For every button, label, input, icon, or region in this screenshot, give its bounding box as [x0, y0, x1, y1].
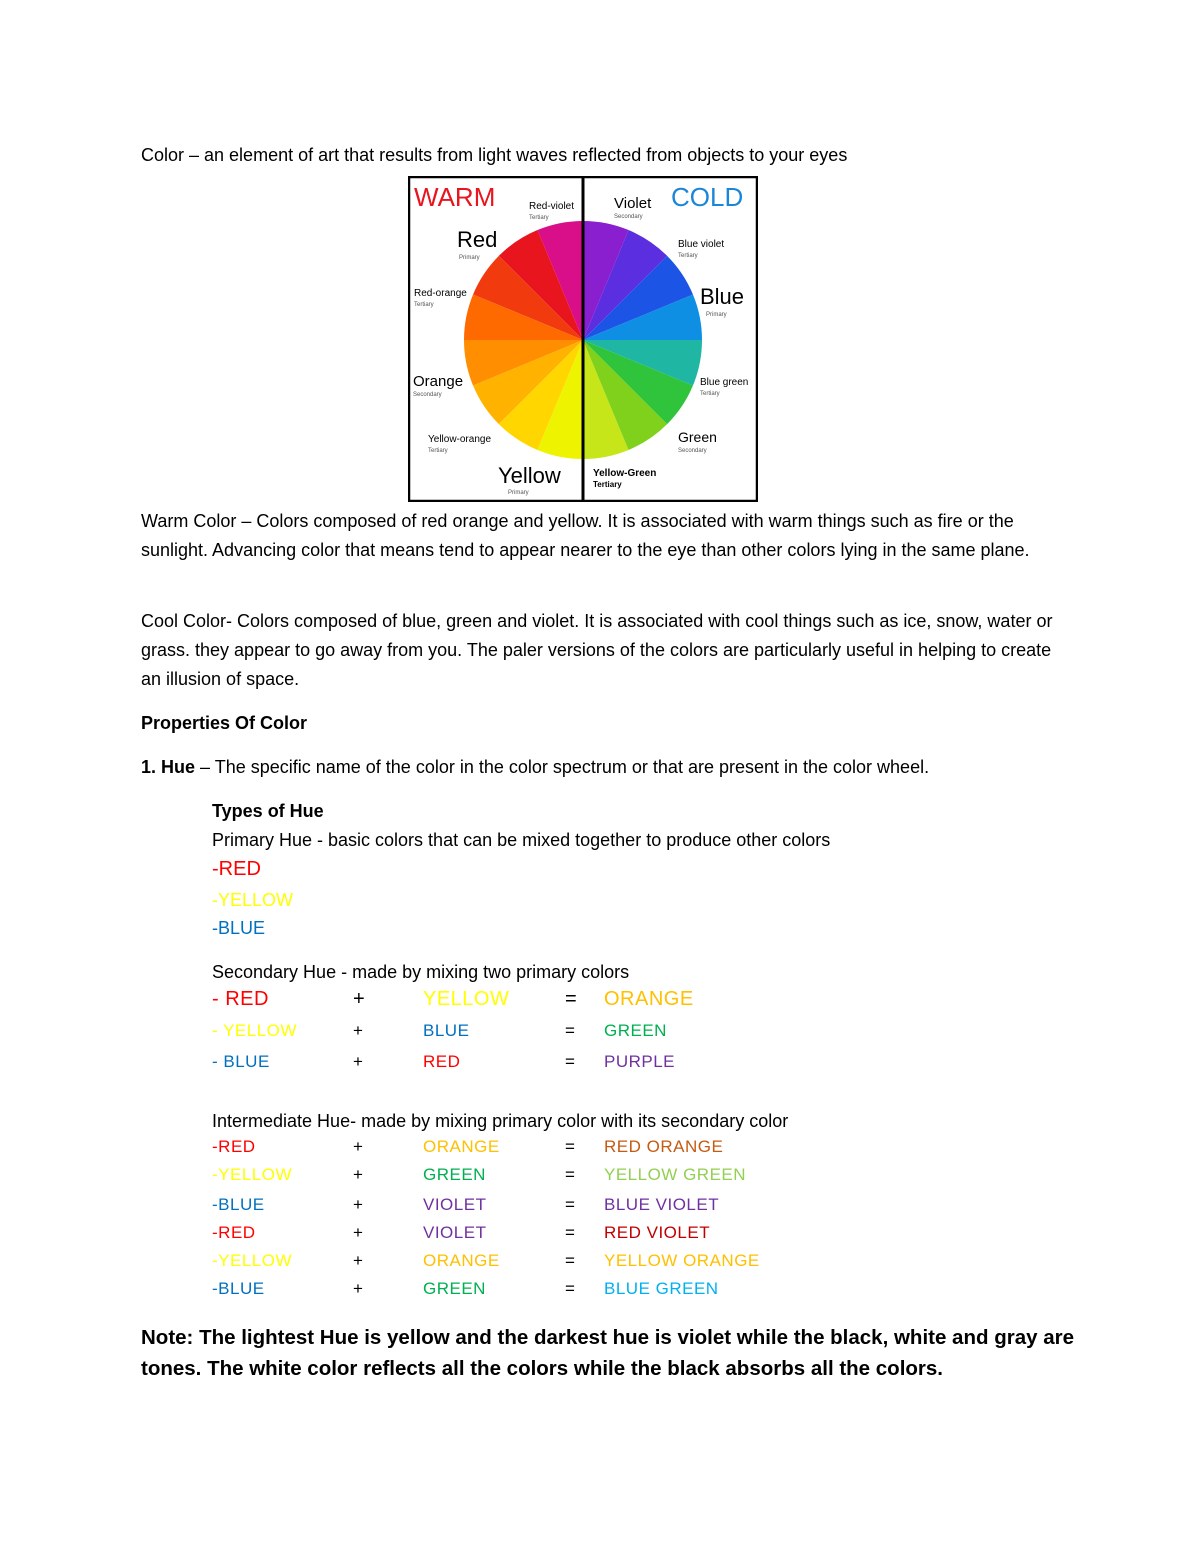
plus-sign: +	[353, 1165, 364, 1184]
label-green-sub: Secondary	[678, 448, 707, 454]
label-blue-green-sub: Tertiary	[700, 391, 720, 397]
plus-sign: +	[353, 1195, 364, 1214]
equals-sign: =	[565, 1137, 576, 1156]
label-yellow: Yellow	[498, 463, 561, 488]
intermediate-result: RED VIOLET	[604, 1223, 711, 1242]
warm-label: WARM	[414, 182, 496, 212]
secondary-row	[212, 988, 812, 1016]
equals-sign: =	[565, 1223, 576, 1242]
intermediate-result: YELLOW ORANGE	[604, 1251, 760, 1270]
secondary-primary-a: - BLUE	[212, 1052, 270, 1071]
label-red-violet-sub: Tertiary	[529, 215, 549, 221]
intermediate-hue-definition: Intermediate Hue- made by mixing primary color with its secondary color	[212, 1111, 789, 1131]
secondary-primary-b: YELLOW	[423, 988, 510, 1010]
label-yellow-green-sub: Tertiary	[593, 480, 622, 489]
intro-paragraph: Color – an element of art that results from light waves reflected from objects to your eyes	[141, 145, 848, 165]
cold-label: COLD	[671, 182, 744, 212]
equals-sign: =	[565, 1251, 576, 1270]
label-violet: Violet	[614, 195, 652, 212]
intermediate-row	[212, 1223, 812, 1251]
secondary-result: PURPLE	[604, 1052, 676, 1071]
color-wheel-svg	[408, 176, 758, 502]
hue-paragraph	[141, 753, 1061, 782]
label-red-violet: Red-violet	[529, 201, 575, 212]
primary-yellow: -YELLOW	[212, 890, 294, 910]
secondary-hue-definition: Secondary Hue - made by mixing two primary colors	[212, 962, 630, 982]
intermediate-secondary: VIOLET	[423, 1223, 487, 1242]
label-red-orange: Red-orange	[414, 288, 467, 299]
intermediate-row	[212, 1195, 812, 1223]
intermediate-secondary: VIOLET	[423, 1195, 487, 1214]
warm-color-paragraph: Warm Color – Colors composed of red orange and yellow. It is associated with warm things such as fire or the sunlight. Advancing color that means tend to appear nearer to the eye than other colors lying in the same plane.	[141, 511, 1030, 560]
intermediate-secondary: ORANGE	[423, 1251, 500, 1270]
types-of-hue-heading: Types of Hue	[212, 801, 324, 821]
label-blue-violet: Blue violet	[678, 239, 725, 250]
secondary-result: ORANGE	[604, 988, 694, 1010]
equals-sign: =	[565, 1279, 576, 1298]
label-yellow-orange: Yellow-orange	[428, 434, 492, 445]
intermediate-result: RED ORANGE	[604, 1137, 724, 1156]
plus-sign: +	[353, 1137, 364, 1156]
note-paragraph: Note: The lightest Hue is yellow and the darkest hue is violet while the black, white and gray are tones. The white color reflects all the colors while the black absorbs all the colors.	[141, 1326, 1074, 1380]
intermediate-primary: -YELLOW	[212, 1251, 293, 1270]
intermediate-row	[212, 1165, 812, 1193]
secondary-row	[212, 1052, 812, 1080]
plus-sign: +	[353, 988, 366, 1010]
equals-sign: =	[565, 988, 578, 1010]
intermediate-primary: -BLUE	[212, 1279, 265, 1298]
plus-sign: +	[353, 1223, 364, 1242]
label-orange: Orange	[413, 373, 464, 390]
equals-sign: =	[565, 1021, 576, 1040]
plus-sign: +	[353, 1021, 364, 1040]
intermediate-primary: -YELLOW	[212, 1165, 293, 1184]
label-yellow-green: Yellow-Green	[593, 468, 657, 479]
primary-hue-definition: Primary Hue - basic colors that can be mixed together to produce other colors	[212, 830, 831, 850]
intermediate-row	[212, 1251, 812, 1279]
secondary-row	[212, 1021, 812, 1049]
plus-sign: +	[353, 1279, 364, 1298]
intermediate-row	[212, 1279, 812, 1307]
plus-sign: +	[353, 1052, 364, 1071]
label-green: Green	[678, 429, 717, 445]
intermediate-primary: -RED	[212, 1137, 256, 1156]
label-blue: Blue	[700, 284, 745, 309]
label-blue-green: Blue green	[700, 377, 749, 388]
intermediate-secondary: GREEN	[423, 1165, 486, 1184]
intermediate-secondary: GREEN	[423, 1279, 486, 1298]
equals-sign: =	[565, 1052, 576, 1071]
label-red: Red	[457, 227, 498, 252]
intermediate-primary: -RED	[212, 1223, 256, 1242]
intermediate-secondary: ORANGE	[423, 1137, 500, 1156]
hue-text: – The specific name of the color in the color spectrum or that are present in the color wheel.	[195, 757, 930, 777]
label-yellow-sub: Primary	[508, 490, 529, 496]
intermediate-result: BLUE GREEN	[604, 1279, 719, 1298]
plus-sign: +	[353, 1251, 364, 1270]
label-yellow-orange-sub: Tertiary	[428, 448, 448, 454]
secondary-result: GREEN	[604, 1021, 667, 1040]
intermediate-primary: -BLUE	[212, 1195, 265, 1214]
hue-label: 1. Hue	[141, 757, 196, 777]
equals-sign: =	[565, 1165, 576, 1184]
cool-color-paragraph: Cool Color- Colors composed of blue, green and violet. It is associated with cool things such as ice, snow, water or grass. they appear to go away from you. The paler versions of the colors are particularly useful in helping to create an illusion of space.	[141, 611, 1053, 689]
label-red-orange-sub: Tertiary	[414, 302, 434, 308]
primary-blue: -BLUE	[212, 918, 266, 938]
label-red-sub: Primary	[459, 255, 480, 261]
primary-red: -RED	[212, 858, 261, 880]
intermediate-result: BLUE VIOLET	[604, 1195, 720, 1214]
color-wheel-figure	[408, 176, 758, 502]
intermediate-row	[212, 1137, 812, 1165]
intermediate-result: YELLOW GREEN	[604, 1165, 747, 1184]
label-violet-sub: Secondary	[614, 214, 643, 220]
secondary-primary-b: BLUE	[423, 1021, 470, 1040]
equals-sign: =	[565, 1195, 576, 1214]
secondary-primary-a: - RED	[212, 988, 269, 1010]
label-blue-sub: Primary	[706, 312, 727, 318]
secondary-primary-a: - YELLOW	[212, 1021, 297, 1040]
label-blue-violet-sub: Tertiary	[678, 253, 698, 259]
label-orange-sub: Secondary	[413, 392, 442, 398]
properties-heading: Properties Of Color	[141, 713, 308, 733]
secondary-primary-b: RED	[423, 1052, 461, 1071]
